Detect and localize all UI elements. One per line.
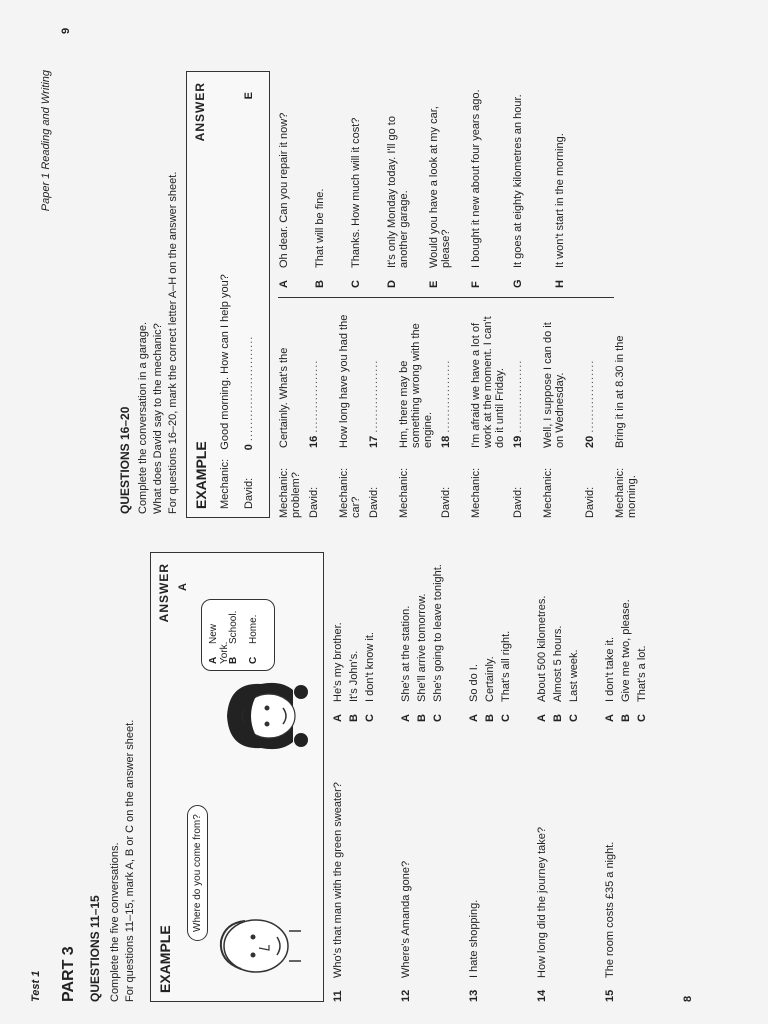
dialogue-line-8: David:19 .................. <box>512 359 524 518</box>
question-14: 14 How long did the journey take? AAbout 500 kilometres. BAlmost 5 hours. CLast week. <box>536 595 580 1002</box>
dialogue-line-1: Mechanic:Certainly. What's the problem? <box>278 347 302 518</box>
header-right: Paper 1 Reading and Writing <box>40 70 52 212</box>
right-instr-3: For questions 16–20, mark the correct letter A–H on the answer sheet. <box>167 171 179 514</box>
right-instr-2: What does David say to the mechanic? <box>152 323 164 514</box>
option-list <box>278 73 618 288</box>
dialogue-line-4: David:17 .................. <box>368 359 380 518</box>
option-c: CThanks. How much will it cost? <box>350 117 362 288</box>
right-example-david: David: 0 .......................... <box>243 335 255 509</box>
dialogue-line-2: David:16 .................. <box>308 359 320 518</box>
question-bubble: Where do you come from? <box>187 805 208 941</box>
option-e: EWould you have a look at my car, please? <box>428 106 452 288</box>
option-a: AOh dear. Can you repair it now? <box>278 112 290 288</box>
left-heading: QUESTIONS 11–15 <box>88 895 102 1002</box>
right-example-mechanic: Mechanic: Good morning. How can I help you? <box>219 274 231 509</box>
right-example-box <box>186 71 270 518</box>
dialogue-line-9: Mechanic:Well, I suppose I can do it on Wednesday. <box>542 322 566 518</box>
right-heading: QUESTIONS 16–20 <box>118 406 132 514</box>
option-d: DIt's only Monday today. I'll go to another garage. <box>386 116 410 288</box>
woman-illustration <box>221 676 311 756</box>
left-example-answer: A <box>177 583 189 591</box>
example-option-b: BSchool. <box>228 610 239 664</box>
right-example-answer: E <box>243 92 255 100</box>
question-12: 12 Where's Amanda gone? AShe's at the station. BShe'll arrive tomorrow. CShe's going to leave tonight. <box>400 564 444 1002</box>
dialogue <box>278 302 698 518</box>
example-option-a: ANew York. <box>208 623 230 664</box>
dialogue-line-5: Mechanic:Hm, there may be something wrong with the engine. <box>398 323 434 518</box>
dialogue-line-11: Mechanic:Bring it in at 8.30 in the morning. <box>614 335 638 518</box>
options-divider <box>278 297 614 298</box>
left-instr-1: Complete the five conversations. <box>109 842 121 1002</box>
question-11: 11 Who's that man with the green sweater? AHe's my brother. BIt's John's. CI don't know it. <box>332 622 376 1002</box>
page-number-left: 8 <box>682 995 694 1002</box>
part-title: PART 3 <box>60 946 77 1002</box>
dialogue-line-3: Mechanic:How long have you had the car? <box>338 314 362 518</box>
option-h: HIt won't start in the morning. <box>554 133 566 288</box>
example-option-c: CHome. <box>248 614 259 664</box>
page-number-right: 9 <box>60 27 72 34</box>
left-example-box <box>150 552 324 1002</box>
left-example-title: EXAMPLE <box>157 925 173 993</box>
dialogue-line-7: Mechanic:I'm afraid we have a lot of work at the moment. I can't do it until Friday. <box>470 316 506 518</box>
option-g: GIt goes at eighty kilometres an hour. <box>512 94 524 288</box>
left-instr-2: For questions 11–15, mark A, B or C on the answer sheet. <box>124 719 136 1002</box>
left-answer-title: ANSWER <box>157 563 171 623</box>
dialogue-line-6: David:18 .................. <box>440 359 452 518</box>
option-f: FI bought it new about four years ago. <box>470 89 482 288</box>
right-instr-1: Complete the conversation in a garage. <box>137 321 149 514</box>
right-example-title: EXAMPLE <box>193 441 209 509</box>
dialogue-line-10: David:20 .................. <box>584 359 596 518</box>
options-bubble <box>201 599 275 671</box>
question-13: 13 I hate shopping. ASo do I. BCertainly. CThat's all right. <box>468 630 512 1002</box>
man-illustration <box>211 911 301 981</box>
header-left: Test 1 <box>30 970 42 1002</box>
option-b: BThat will be fine. <box>314 188 326 288</box>
right-answer-title: ANSWER <box>193 82 207 142</box>
question-15: 15 The room costs £35 a night. AI don't take it. BGive me two, please. CThat's a lot. <box>604 599 648 1002</box>
